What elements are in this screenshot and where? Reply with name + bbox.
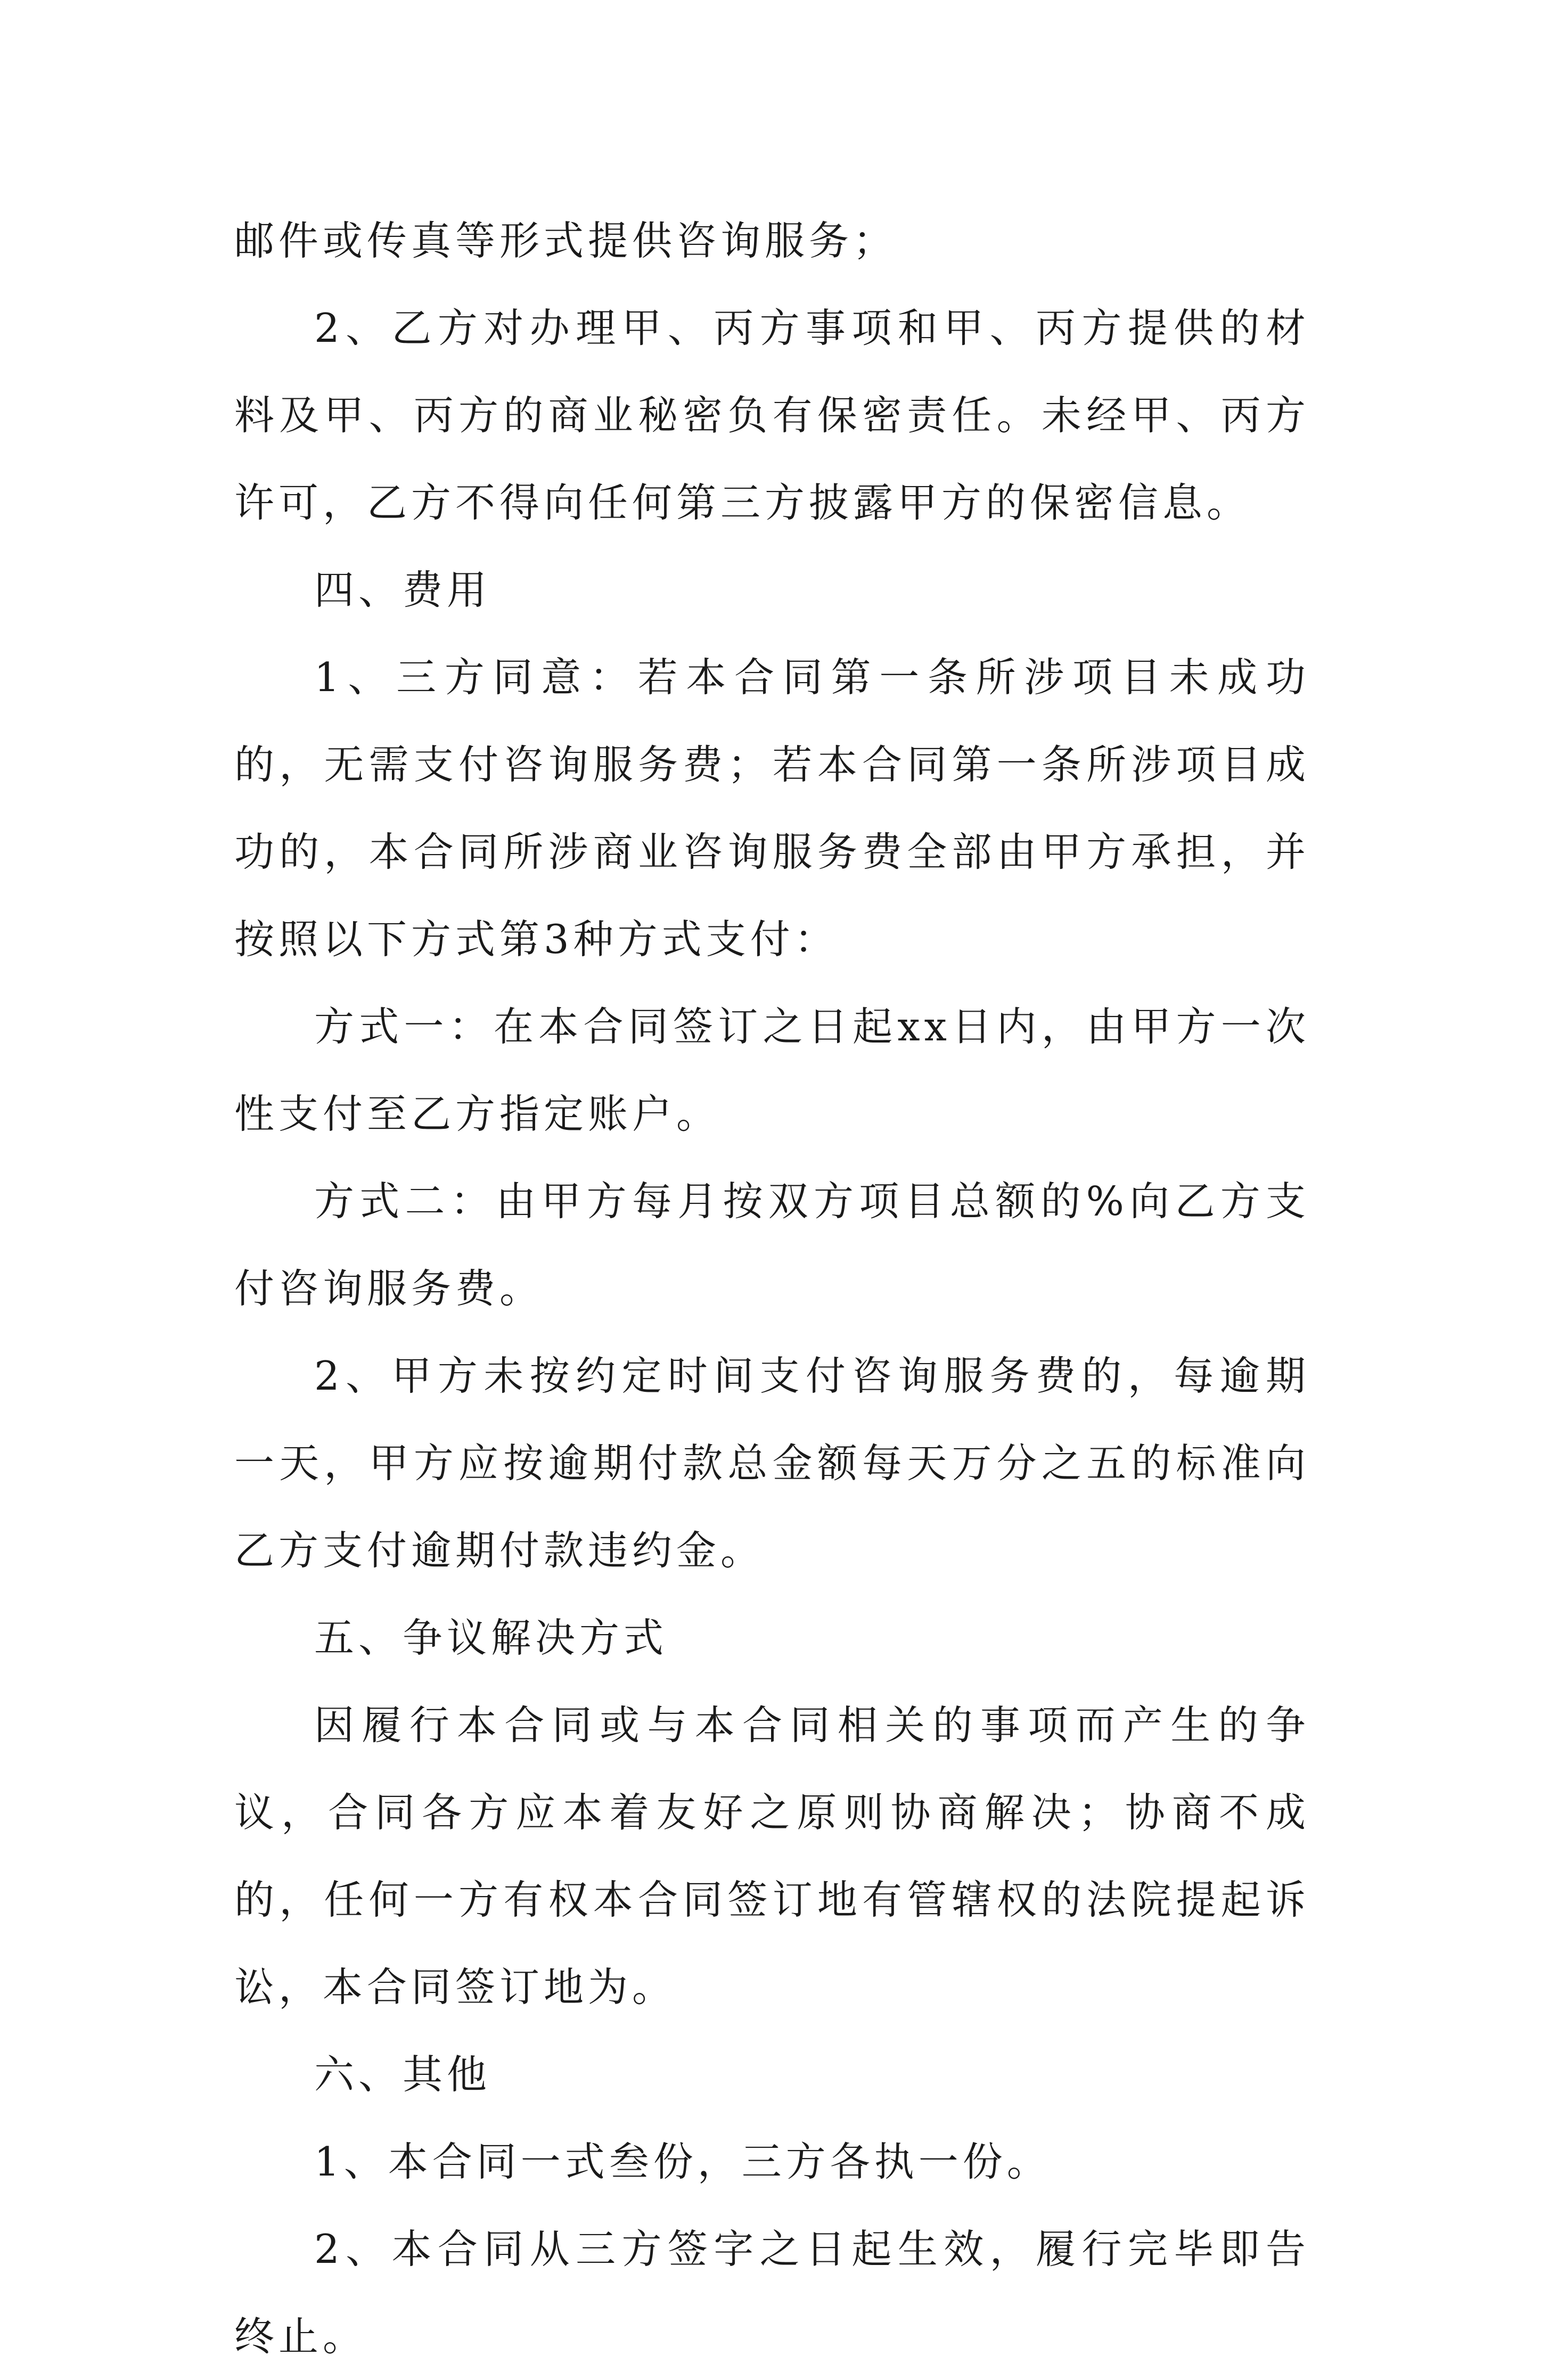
section-heading-dispute: 五、争议解决方式 — [314, 1614, 668, 1661]
section-heading-fees: 四、费用 — [314, 567, 491, 613]
paragraph-consult-methods: 邮件或传真等形式提供咨询服务； — [234, 217, 898, 264]
paragraph-payment-method-2: 方式二：由甲方每月按双方项目总额的%向乙方支付咨询服务费。 — [234, 1178, 1310, 1312]
paragraph-fee-agreement: 1、三方同意：若本合同第一条所涉项目未成功的，无需支付咨询服务费；若本合同第一条所涉项目成功的，本合同所涉商业咨询服务费全部由甲方承担，并按照以下方式第3种方式支付： — [234, 654, 1310, 963]
paragraph-effective: 2、本合同从三方签字之日起生效，履行完毕即告终止。 — [234, 2226, 1310, 2360]
paragraph-copies: 1、本合同一式叁份，三方各执一份。 — [314, 2138, 1051, 2185]
paragraph-confidentiality: 2、乙方对办理甲、丙方事项和甲、丙方提供的材料及甲、丙方的商业秘密负有保密责任。未经甲、丙方许可，乙方不得向任何第三方披露甲方的保密信息。 — [234, 305, 1310, 526]
document-body — [234, 197, 1310, 2380]
paragraph-dispute-resolution: 因履行本合同或与本合同相关的事项而产生的争议，合同各方应本着友好之原则协商解决；协商不成的，任何一方有权本合同签订地有管辖权的法院提起诉讼，本合同签订地为。 — [234, 1702, 1310, 2010]
section-heading-other: 六、其他 — [314, 2051, 491, 2098]
paragraph-late-payment: 2、甲方未按约定时间支付咨询服务费的，每逾期一天，甲方应按逾期付款总金额每天万分之五的标准向乙方支付逾期付款违约金。 — [234, 1352, 1310, 1574]
paragraph-payment-method-1: 方式一：在本合同签订之日起xx日内，由甲方一次性支付至乙方指定账户。 — [234, 1003, 1310, 1137]
